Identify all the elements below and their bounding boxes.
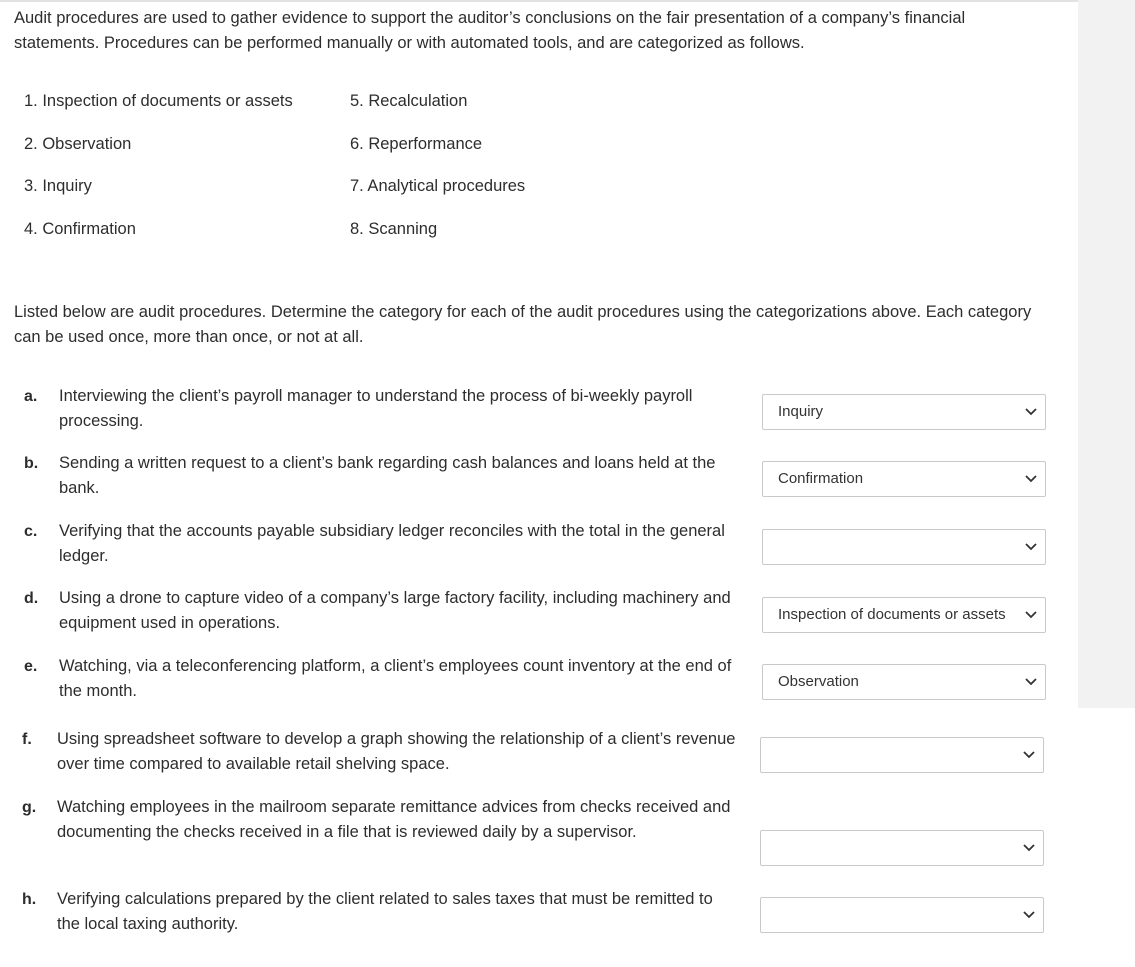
chevron-down-icon (1025, 475, 1037, 483)
category-2: 2. Observation (24, 135, 132, 153)
answer-select-f[interactable] (760, 737, 1044, 773)
chevron-down-icon (1023, 911, 1035, 919)
question-letter-a: a. (24, 388, 38, 405)
question-text-f: Using spreadsheet software to develop a graph showing the relationship of a client’s revenue over time compared to available retail shelving space. (57, 730, 736, 773)
intro-text: Audit procedures are used to gather evidence to support the auditor’s conclusions on the fair presentation of a company’s financial statements. Procedures can be performed manually or with automated tools, and are categorized as follows. (14, 9, 966, 52)
answer-select-e-value: Observation (778, 673, 859, 690)
answer-select-a[interactable] (762, 394, 1046, 430)
answer-select-g[interactable] (760, 830, 1044, 866)
answer-select-d-value: Inspection of documents or assets (778, 606, 1006, 623)
answer-select-h[interactable] (760, 897, 1044, 933)
question-text-b: Sending a written request to a client’s bank regarding cash balances and loans held at the bank. (59, 454, 716, 497)
answer-select-a-value: Inquiry (778, 403, 824, 420)
category-1: 1. Inspection of documents or assets (24, 92, 293, 110)
category-6: 6. Reperformance (350, 135, 483, 153)
question-letter-e: e. (24, 658, 38, 675)
category-7: 7. Analytical procedures (350, 177, 526, 195)
category-8: 8. Scanning (350, 220, 438, 238)
answer-select-c[interactable] (762, 529, 1046, 565)
question-text-a: Interviewing the client’s payroll manager to understand the process of bi-weekly payroll processing. (59, 387, 693, 430)
answer-select-d[interactable] (762, 597, 1046, 633)
chevron-down-icon (1025, 543, 1037, 551)
question-letter-c: c. (24, 523, 38, 540)
answer-select-b-value: Confirmation (778, 470, 864, 487)
question-letter-d: d. (24, 590, 39, 607)
chevron-down-icon (1023, 844, 1035, 852)
chevron-down-icon (1023, 751, 1035, 759)
question-text-h: Verifying calculations prepared by the client related to sales taxes that must be remitted to the local taxing authority. (57, 890, 713, 933)
question-text-g: Watching employees in the mailroom separate remittance advices from checks received and documenting the checks received in a file that is reviewed daily by a supervisor. (57, 798, 731, 841)
question-text-d: Using a drone to capture video of a company’s large factory facility, including machinery and equipment used in operations. (59, 589, 731, 632)
question-letter-g: g. (22, 799, 37, 816)
question-text-e: Watching, via a teleconferencing platform, a client’s employees count inventory at the end of the month. (59, 657, 732, 700)
chevron-down-icon (1025, 611, 1037, 619)
category-5: 5. Recalculation (350, 92, 468, 110)
category-3: 3. Inquiry (24, 177, 92, 195)
question-text-c: Verifying that the accounts payable subsidiary ledger reconciles with the total in the general ledger. (59, 522, 725, 565)
answer-select-b[interactable] (762, 461, 1046, 497)
top-divider (0, 0, 1135, 2)
answer-select-e[interactable] (762, 664, 1046, 700)
category-4: 4. Confirmation (24, 220, 136, 238)
chevron-down-icon (1025, 408, 1037, 416)
question-letter-b: b. (24, 455, 39, 472)
question-letter-h: h. (22, 891, 37, 908)
question-letter-f: f. (22, 731, 32, 748)
right-side-panel (1078, 0, 1135, 708)
instructions-text: Listed below are audit procedures. Determine the category for each of the audit procedures using the categorizations above. Each category can be used once, more than once, or not at all. (14, 303, 1032, 346)
chevron-down-icon (1025, 678, 1037, 686)
